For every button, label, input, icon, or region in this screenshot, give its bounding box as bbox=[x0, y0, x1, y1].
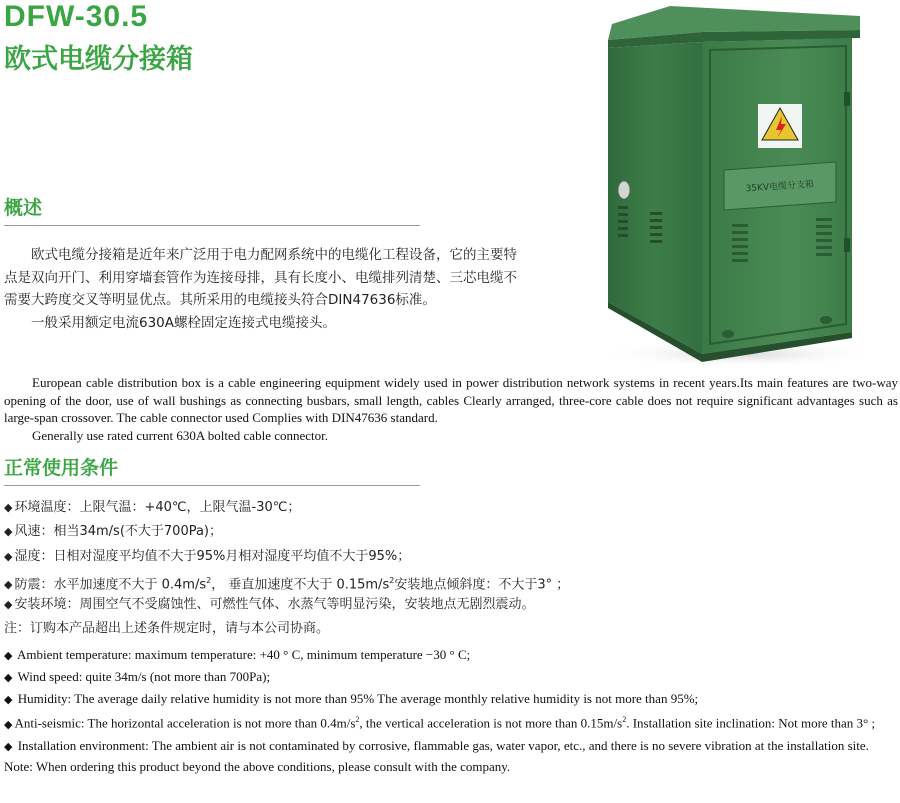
diamond-bullet-icon: ◆ bbox=[4, 578, 13, 592]
diamond-bullet-icon: ◆ bbox=[4, 549, 13, 563]
product-image-cabinet bbox=[590, 2, 865, 370]
conditions-cn-note: 注：订购本产品超出上述条件规定时，请与本公司协商。 bbox=[4, 621, 330, 637]
list-item: ◆ Ambient temperature: maximum temperature: +40 ° C, minimum temperature −30 ° C; bbox=[4, 647, 471, 662]
diamond-bullet-icon: ◆ bbox=[4, 501, 13, 514]
list-item: ◆ Humidity: The average daily relative humidity is not more than 95% The average monthly relative humidity is not more than 95%; bbox=[4, 690, 699, 706]
list-item: ◆ 防震：水平加速度不大于 $0.4m/s^2$， 垂直加速度不大于 $0.15m/s^2$安装地点倾斜度：不大于3° ； bbox=[4, 575, 570, 593]
conditions-cn-list bbox=[4, 496, 894, 642]
overview-cn-paragraph-1: 欧式电缆分接箱是近年来广泛用于电力配网系统中的电缆化工程设备，它的主要特点是双向开门、利用穿墙套管作为连接母排，具有长度小、电缆排列清楚、三芯电缆不需要大跨度交叉等明显优点。其所采用的电缆接头符合DIN47636标准。 bbox=[4, 247, 517, 308]
list-item: ◆ 环境温度：上限气温：+40℃，上限气温-30℃； bbox=[4, 500, 301, 515]
diamond-bullet-icon: ◆ bbox=[4, 525, 13, 539]
overview-en-text bbox=[4, 374, 898, 444]
conditions-heading: 正常使用条件 bbox=[4, 457, 119, 479]
diamond-bullet-icon: ◆ bbox=[4, 718, 13, 731]
list-item: ◆ 湿度：日相对湿度平均值不大于95%月相对湿度平均值不大于95%； bbox=[4, 548, 411, 564]
overview-en-paragraph-1: European cable distribution box is a cable engineering equipment widely used in power distribution network systems in recent years.Its main features are two-way opening of the door, use of wall bushings as connecting busbars, small length, cables Clearly arranged, three-core cable does not require significant advantages such as large-span crossover. The cable connector used Complies with DIN47636 standard. bbox=[4, 375, 898, 425]
overview-cn-paragraph-2: 一般采用额定电流630A螺栓固定连接式电缆接头。 bbox=[31, 314, 337, 331]
list-item: ◆ Anti-seismic: The horizontal acceleration is not more than $0.4m/s^2$, the vertical acceleration is not more than $0.15m/s^2$. Installation site inclination: Not more than 3° ; bbox=[4, 715, 876, 731]
list-item: ◆ Wind speed: quite 34m/s (not more than 700Pa); bbox=[4, 668, 271, 684]
conditions-en-list bbox=[4, 645, 898, 777]
conditions-divider bbox=[4, 485, 420, 486]
cabinet-label: 35KV电缆分支箱 bbox=[745, 179, 815, 195]
diamond-bullet-icon: ◆ bbox=[4, 693, 13, 706]
overview-en-paragraph-2: Generally use rated current 630A bolted cable connector. bbox=[32, 427, 328, 443]
product-model: DFW-30.5 bbox=[4, 0, 149, 33]
overview-heading: 概述 bbox=[4, 197, 43, 219]
list-item: ◆ 安装环境：周围空气不受腐蚀性、可燃性气体、水蒸气等明显污染，安装地点无剧烈震动。 bbox=[4, 597, 535, 613]
overview-divider bbox=[4, 225, 420, 226]
diamond-bullet-icon: ◆ bbox=[4, 671, 13, 684]
list-item: ◆ Installation environment: The ambient air is not contaminated by corrosive, flammable gas, water vapor, etc., and there is no severe vibration at the installation site. bbox=[4, 737, 869, 753]
list-item: ◆ 风速：相当34m/s(不大于700Pa)； bbox=[4, 524, 223, 540]
product-name-cn: 欧式电缆分接箱 bbox=[4, 44, 193, 75]
diamond-bullet-icon: ◆ bbox=[4, 650, 13, 662]
diamond-bullet-icon: ◆ bbox=[4, 598, 13, 612]
conditions-en-note: Note: When ordering this product beyond the above conditions, please consult with the company. bbox=[4, 759, 511, 775]
diamond-bullet-icon: ◆ bbox=[4, 740, 13, 753]
overview-cn-text bbox=[4, 244, 524, 334]
